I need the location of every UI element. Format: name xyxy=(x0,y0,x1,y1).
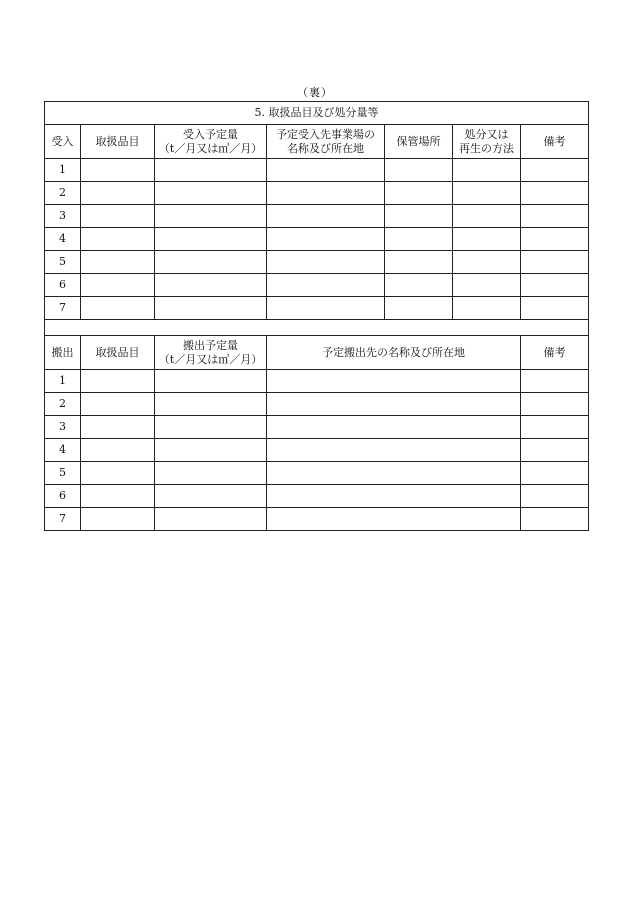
receive-method-cell[interactable] xyxy=(453,159,521,182)
ship-row-number: 1 xyxy=(45,370,81,393)
receive-row xyxy=(45,159,589,182)
receive-row xyxy=(45,297,589,320)
receive-method-header xyxy=(453,125,521,159)
receive-storage-cell[interactable] xyxy=(385,205,453,228)
receive-method-cell[interactable] xyxy=(453,205,521,228)
ship-remarks-cell[interactable] xyxy=(521,393,589,416)
receive-site-cell[interactable] xyxy=(267,228,385,251)
ship-header-row xyxy=(45,336,589,370)
ship-row xyxy=(45,439,589,462)
receive-row xyxy=(45,182,589,205)
section-title: 5. 取扱品目及び処分量等 xyxy=(45,102,589,125)
receive-remarks-cell[interactable] xyxy=(521,251,589,274)
receive-row xyxy=(45,205,589,228)
ship-item-cell[interactable] xyxy=(81,416,155,439)
ship-row-number: 4 xyxy=(45,439,81,462)
receive-amount-cell[interactable] xyxy=(155,251,267,274)
receive-storage-cell[interactable] xyxy=(385,274,453,297)
receive-storage-cell[interactable] xyxy=(385,297,453,320)
ship-row xyxy=(45,462,589,485)
ship-item-cell[interactable] xyxy=(81,370,155,393)
receive-amount-header-line1: 受入予定量 xyxy=(183,127,238,141)
receive-remarks-cell[interactable] xyxy=(521,159,589,182)
receive-remarks-cell[interactable] xyxy=(521,205,589,228)
receive-item-header: 取扱品目 xyxy=(81,125,155,159)
ship-row xyxy=(45,508,589,531)
receive-amount-cell[interactable] xyxy=(155,274,267,297)
receive-row-number: 7 xyxy=(45,297,81,320)
ship-amount-cell[interactable] xyxy=(155,508,267,531)
ship-remarks-cell[interactable] xyxy=(521,416,589,439)
page-label: （裏） xyxy=(297,86,333,99)
ship-row-number: 6 xyxy=(45,485,81,508)
receive-site-cell[interactable] xyxy=(267,297,385,320)
ship-remarks-cell[interactable] xyxy=(521,485,589,508)
section-spacer xyxy=(45,320,589,336)
receive-row xyxy=(45,228,589,251)
receive-method-header-line2: 再生の方法 xyxy=(459,141,514,155)
receive-amount-cell[interactable] xyxy=(155,182,267,205)
ship-row-number: 5 xyxy=(45,462,81,485)
ship-row xyxy=(45,416,589,439)
receive-item-cell[interactable] xyxy=(81,274,155,297)
receive-site-cell[interactable] xyxy=(267,205,385,228)
receive-remarks-header: 備考 xyxy=(521,125,589,159)
ship-row xyxy=(45,370,589,393)
receive-site-cell[interactable] xyxy=(267,274,385,297)
receive-storage-cell[interactable] xyxy=(385,182,453,205)
receive-method-header-line1: 処分又は xyxy=(464,127,509,141)
receive-site-cell[interactable] xyxy=(267,251,385,274)
ship-item-cell[interactable] xyxy=(81,393,155,416)
receive-method-cell[interactable] xyxy=(453,274,521,297)
receive-item-cell[interactable] xyxy=(81,297,155,320)
ship-amount-cell[interactable] xyxy=(155,370,267,393)
receive-amount-cell[interactable] xyxy=(155,159,267,182)
receive-amount-header-line2: （t／月又は㎥／月） xyxy=(158,141,263,155)
ship-row-number: 7 xyxy=(45,508,81,531)
ship-amount-cell[interactable] xyxy=(155,485,267,508)
receive-site-cell[interactable] xyxy=(267,159,385,182)
ship-destination-cell[interactable] xyxy=(267,416,521,439)
receive-row-number: 3 xyxy=(45,205,81,228)
receive-method-cell[interactable] xyxy=(453,228,521,251)
ship-amount-cell[interactable] xyxy=(155,462,267,485)
receive-header-row xyxy=(45,125,589,159)
ship-item-cell[interactable] xyxy=(81,508,155,531)
ship-amount-cell[interactable] xyxy=(155,439,267,462)
ship-amount-header xyxy=(155,336,267,370)
ship-remarks-cell[interactable] xyxy=(521,439,589,462)
ship-row xyxy=(45,485,589,508)
ship-item-cell[interactable] xyxy=(81,462,155,485)
receive-item-cell[interactable] xyxy=(81,182,155,205)
receive-method-cell[interactable] xyxy=(453,297,521,320)
receive-row-number: 4 xyxy=(45,228,81,251)
receive-row-number: 2 xyxy=(45,182,81,205)
receive-item-cell[interactable] xyxy=(81,205,155,228)
ship-remarks-header: 備考 xyxy=(521,336,589,370)
items-disposal-table xyxy=(44,101,589,531)
receive-row xyxy=(45,251,589,274)
receive-site-header-line1: 予定受入先事業場の xyxy=(276,127,375,141)
ship-destination-cell[interactable] xyxy=(267,462,521,485)
receive-item-cell[interactable] xyxy=(81,159,155,182)
ship-amount-cell[interactable] xyxy=(155,416,267,439)
receive-site-header xyxy=(267,125,385,159)
ship-item-cell[interactable] xyxy=(81,485,155,508)
receive-remarks-cell[interactable] xyxy=(521,297,589,320)
receive-method-cell[interactable] xyxy=(453,182,521,205)
receive-storage-cell[interactable] xyxy=(385,251,453,274)
ship-type-header: 搬出 xyxy=(45,336,81,370)
ship-row-number: 2 xyxy=(45,393,81,416)
receive-storage-cell[interactable] xyxy=(385,159,453,182)
receive-storage-cell[interactable] xyxy=(385,228,453,251)
receive-item-cell[interactable] xyxy=(81,228,155,251)
receive-amount-cell[interactable] xyxy=(155,297,267,320)
ship-amount-header-line1: 搬出予定量 xyxy=(183,338,238,352)
ship-destination-cell[interactable] xyxy=(267,508,521,531)
receive-row xyxy=(45,274,589,297)
receive-storage-header: 保管場所 xyxy=(385,125,453,159)
receive-type-header: 受入 xyxy=(45,125,81,159)
receive-amount-cell[interactable] xyxy=(155,205,267,228)
receive-row-number: 1 xyxy=(45,159,81,182)
ship-destination-cell[interactable] xyxy=(267,393,521,416)
ship-item-header: 取扱品目 xyxy=(81,336,155,370)
ship-remarks-cell[interactable] xyxy=(521,508,589,531)
receive-item-cell[interactable] xyxy=(81,251,155,274)
receive-amount-cell[interactable] xyxy=(155,228,267,251)
receive-row-number: 5 xyxy=(45,251,81,274)
ship-amount-header-line2: （t／月又は㎥／月） xyxy=(158,352,263,366)
ship-remarks-cell[interactable] xyxy=(521,462,589,485)
ship-destination-cell[interactable] xyxy=(267,439,521,462)
receive-remarks-cell[interactable] xyxy=(521,274,589,297)
receive-site-cell[interactable] xyxy=(267,182,385,205)
receive-amount-header xyxy=(155,125,267,159)
receive-remarks-cell[interactable] xyxy=(521,182,589,205)
ship-destination-header: 予定搬出先の名称及び所在地 xyxy=(267,336,521,370)
ship-destination-cell[interactable] xyxy=(267,485,521,508)
ship-row-number: 3 xyxy=(45,416,81,439)
receive-method-cell[interactable] xyxy=(453,251,521,274)
ship-remarks-cell[interactable] xyxy=(521,370,589,393)
section-spacer-row xyxy=(45,320,589,336)
receive-row-number: 6 xyxy=(45,274,81,297)
ship-amount-cell[interactable] xyxy=(155,393,267,416)
receive-site-header-line2: 名称及び所在地 xyxy=(287,141,364,155)
ship-destination-cell[interactable] xyxy=(267,370,521,393)
receive-remarks-cell[interactable] xyxy=(521,228,589,251)
ship-item-cell[interactable] xyxy=(81,439,155,462)
ship-row xyxy=(45,393,589,416)
